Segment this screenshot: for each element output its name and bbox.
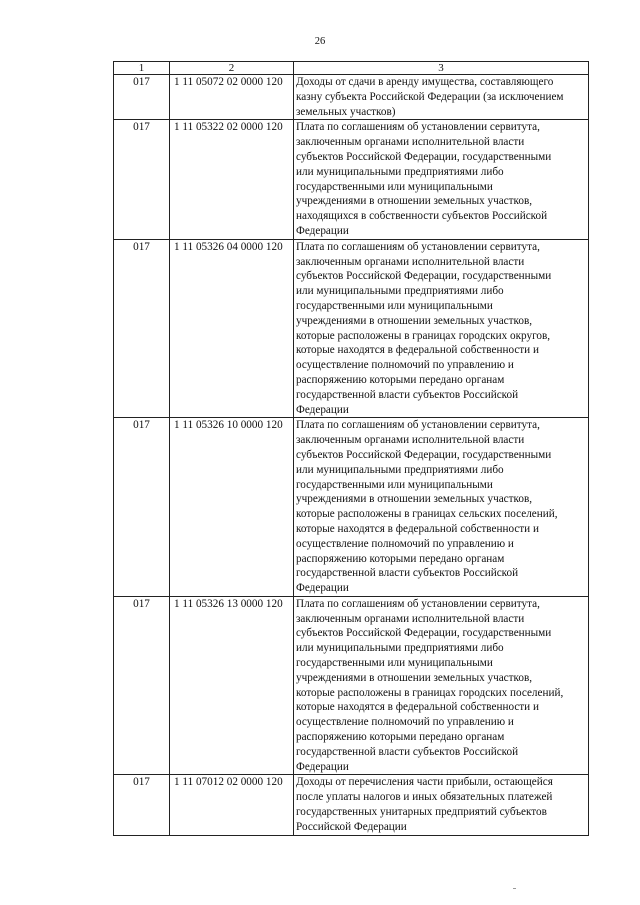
description-line: осуществление полномочий по управлению и (296, 537, 514, 550)
table-row (114, 120, 589, 239)
table-row (114, 239, 589, 418)
description-line: которые расположены в границах городских поселений, (296, 686, 564, 699)
admin-code-cell: 017 (114, 775, 170, 835)
description-line: учреждениями в отношении земельных участков, (296, 195, 533, 208)
description-line: или муниципальными предприятиями либо (296, 165, 504, 178)
description-line: которые расположены в границах городских округов, (296, 329, 551, 342)
description-line: распоряжению которыми передано органам (296, 373, 505, 386)
revenue-description-cell (294, 596, 589, 775)
revenue-codes-table (113, 61, 589, 836)
revenue-description-cell (294, 775, 589, 835)
admin-code-cell: 017 (114, 418, 170, 597)
description-line: субъектов Российской Федерации, государственными (296, 627, 552, 640)
description-line: Плата по соглашениям об установлении сервитута, (296, 419, 540, 432)
description-line: земельных участков) (296, 105, 396, 118)
description-line: субъектов Российской Федерации, государственными (296, 448, 552, 461)
description-line: распоряжению которыми передано органам (296, 552, 505, 565)
description-line: заключенным органами исполнительной власти (296, 612, 525, 625)
budget-classification-code-cell: 1 11 07012 02 0000 120 (170, 775, 294, 835)
budget-classification-code-cell: 1 11 05322 02 0000 120 (170, 120, 294, 239)
revenue-description-cell (294, 75, 589, 120)
description-line: осуществление полномочий по управлению и (296, 716, 514, 729)
description-line: после уплаты налогов и иных обязательных платежей (296, 791, 553, 804)
description-line: или муниципальными предприятиями либо (296, 285, 504, 298)
description-line: Плата по соглашениям об установлении сервитута, (296, 597, 540, 610)
table-row (114, 418, 589, 597)
scan-mark (513, 888, 516, 889)
table-header-row (114, 62, 589, 75)
table-row (114, 775, 589, 835)
column-header-3: 3 (294, 62, 589, 75)
description-line: Доходы от перечисления части прибыли, остающейся (296, 776, 553, 789)
description-line: государственных унитарных предприятий субъектов (296, 806, 547, 819)
description-line: которые находятся в федеральной собственности и (296, 701, 539, 714)
budget-classification-code-cell: 1 11 05326 13 0000 120 (170, 596, 294, 775)
admin-code-cell: 017 (114, 120, 170, 239)
description-line: Плата по соглашениям об установлении сервитута, (296, 121, 540, 134)
description-line: Российской Федерации (296, 820, 407, 833)
column-header-1: 1 (114, 62, 170, 75)
description-line: учреждениями в отношении земельных участков, (296, 314, 533, 327)
description-line: учреждениями в отношении земельных участков, (296, 493, 533, 506)
description-line: или муниципальными предприятиями либо (296, 642, 504, 655)
admin-code-cell: 017 (114, 239, 170, 418)
table-row (114, 75, 589, 120)
description-line: Федерации (296, 760, 349, 773)
description-line: учреждениями в отношении земельных участков, (296, 671, 533, 684)
description-line: находящихся в собственности субъектов Российской (296, 210, 548, 223)
budget-classification-code-cell: 1 11 05326 10 0000 120 (170, 418, 294, 597)
description-line: которые расположены в границах сельских поселений, (296, 508, 558, 521)
description-line: государственной власти субъектов Российской (296, 567, 519, 580)
description-line: осуществление полномочий по управлению и (296, 359, 514, 372)
admin-code-cell: 017 (114, 75, 170, 120)
budget-classification-code-cell: 1 11 05072 02 0000 120 (170, 75, 294, 120)
description-line: распоряжению которыми передано органам (296, 731, 505, 744)
description-line: субъектов Российской Федерации, государственными (296, 270, 552, 283)
description-line: которые находятся в федеральной собственности и (296, 522, 539, 535)
description-line: заключенным органами исполнительной власти (296, 434, 525, 447)
description-line: Федерации (296, 403, 349, 416)
revenue-description-cell (294, 418, 589, 597)
description-line: Плата по соглашениям об установлении сервитута, (296, 240, 540, 253)
description-line: Федерации (296, 224, 349, 237)
description-line: заключенным органами исполнительной власти (296, 255, 525, 268)
description-line: государственной власти субъектов Российской (296, 745, 519, 758)
page-number: 26 (314, 36, 326, 47)
admin-code-cell: 017 (114, 596, 170, 775)
revenue-description-cell (294, 239, 589, 418)
description-line: или муниципальными предприятиями либо (296, 463, 504, 476)
description-line: которые находятся в федеральной собственности и (296, 344, 539, 357)
description-line: государственными или муниципальными (296, 478, 493, 491)
description-line: казну субъекта Российской Федерации (за исключением (296, 90, 564, 103)
description-line: государственными или муниципальными (296, 299, 493, 312)
table-row (114, 596, 589, 775)
description-line: субъектов Российской Федерации, государственными (296, 150, 552, 163)
description-line: Федерации (296, 582, 349, 595)
column-header-2: 2 (170, 62, 294, 75)
description-line: государственными или муниципальными (296, 180, 493, 193)
budget-classification-code-cell: 1 11 05326 04 0000 120 (170, 239, 294, 418)
description-line: Доходы от сдачи в аренду имущества, составляющего (296, 76, 554, 88)
description-line: заключенным органами исполнительной власти (296, 136, 525, 149)
revenue-description-cell (294, 120, 589, 239)
description-line: государственными или муниципальными (296, 657, 493, 670)
table-body (114, 75, 589, 836)
description-line: государственной власти субъектов Российской (296, 388, 519, 401)
